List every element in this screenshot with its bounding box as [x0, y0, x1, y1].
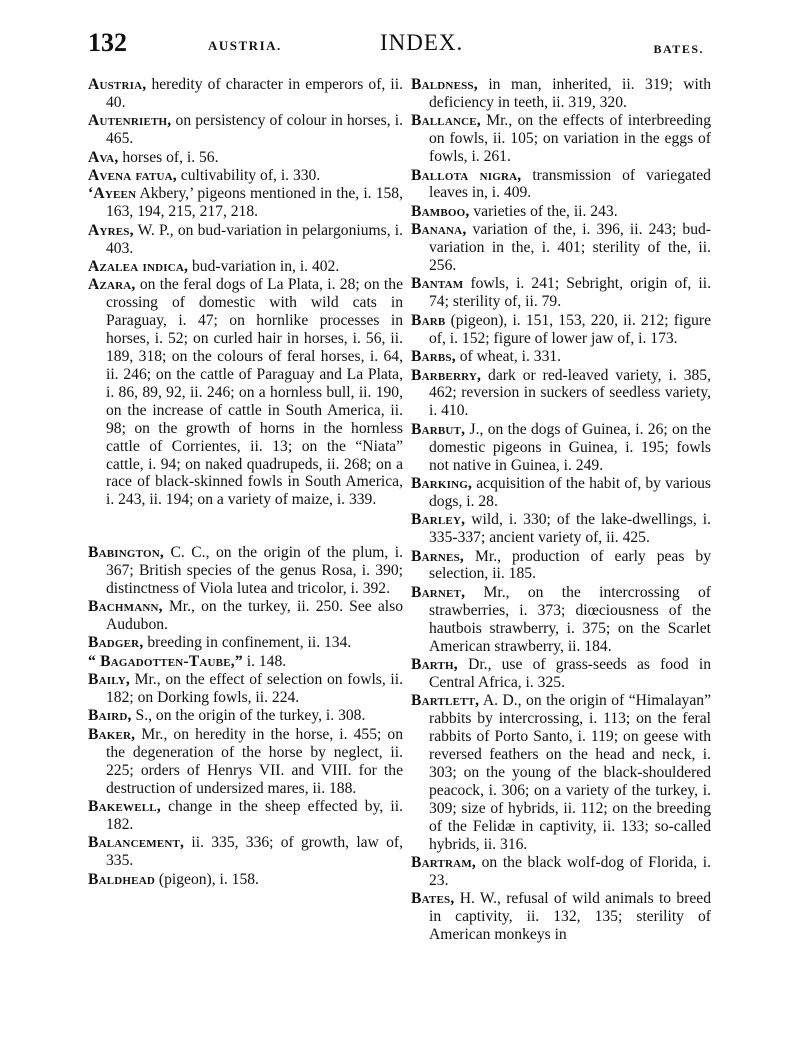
entry-text: bud-variation in, i. 402. [188, 258, 340, 276]
index-entry [88, 258, 403, 276]
index-entry [411, 421, 711, 475]
index-entry [411, 511, 711, 547]
entry-headword: Barb [411, 311, 446, 329]
entry-text: change in the sheep effected by, ii. 182. [106, 797, 403, 833]
entry-headword: Barberry, [411, 366, 482, 384]
entry-text: dark or red-leaved variety, i. 385, 462; reversion in suckers of seedless variety, i. 410. [429, 366, 711, 420]
entry-text: A. D., on the origin of “Himalayan” rabbits by intercrossing, i. 113; on the feral rabbits of Porto Santo, i. 119; on geese with reversed feathers on the head and neck, i. 303; on the young of the black-shouldered peacock, i. 306; on a variety of the turkey, i. 309; size of hybrids, ii. 112; on the breeding of the Felidæ in captivity, ii. 133; so-called hybrids, ii. 316. [429, 692, 711, 853]
index-entry [88, 544, 403, 598]
left-running-head: AUSTRIA. [208, 38, 282, 53]
index-entry [411, 584, 711, 656]
index-entry [88, 167, 403, 185]
index-entry [88, 112, 403, 148]
index-entry [88, 726, 403, 798]
index-title: INDEX. [380, 30, 464, 55]
index-entry [88, 707, 403, 725]
entry-text: variation of the, i. 396, ii. 243; bud-variation in the, i. 401; sterility of the, ii. 256. [429, 221, 711, 275]
entry-headword: Bamboo, [411, 202, 470, 220]
entry-text: in man, inherited, ii. 319; with deficiency in teeth, ii. 319, 320. [429, 76, 711, 111]
entry-text: Mr., production of early peas by selection, ii. 185. [429, 547, 711, 583]
entry-text: C. C., on the origin of the plum, i. 367; British species of the genus Rosa, i. 390; distinctness of Viola lutea and tricolor, i. 392. [106, 543, 403, 597]
index-entry [411, 348, 711, 366]
entry-text: cultivability of, i. 330. [176, 167, 321, 185]
entry-headword: Barley, [411, 511, 466, 529]
index-entry [411, 692, 711, 853]
index-entry [88, 76, 403, 112]
entry-headword: Ayres, [88, 221, 134, 239]
entry-headword: Azara, [88, 276, 136, 294]
entry-headword: Bartlett, [411, 692, 480, 710]
entry-headword: Bartram, [411, 853, 477, 871]
entry-text: S., on the origin of the turkey, i. 308. [131, 707, 366, 725]
entry-text: Mr., on the intercrossing of strawberries, i. 373; diœciousness of the hautbois strawberry, i. 375; on the Scarlet American strawberry, ii. 184. [429, 583, 711, 655]
index-entry [88, 634, 403, 652]
entry-headword: Badger, [88, 634, 144, 652]
index-entry [88, 149, 403, 167]
entry-text: transmission of variegated leaves in, i. 409. [429, 166, 711, 202]
index-entry [88, 871, 403, 889]
index-entry [88, 185, 403, 221]
entry-headword: Bantam [411, 275, 464, 293]
page-number: 132 [88, 28, 127, 57]
entry-headword: Austria, [88, 76, 147, 93]
entry-text: horses of, i. 56. [118, 148, 219, 166]
entry-headword: Barbs, [411, 348, 456, 366]
index-entry [411, 367, 711, 421]
index-entry [88, 671, 403, 707]
index-entry [88, 653, 403, 671]
index-entry [88, 598, 403, 634]
index-entry [411, 76, 711, 112]
entry-text: fowls, i. 241; Sebright, origin of, ii. 74; sterility of, ii. 79. [429, 275, 711, 311]
entry-headword: Banana, [411, 221, 467, 239]
right-index-column [411, 76, 711, 945]
entry-headword: Barbut, [411, 420, 466, 438]
entry-text: (pigeon), i. 151, 153, 220, ii. 212; figure of, i. 152; figure of lower jaw of, i. 173. [429, 311, 711, 347]
entry-text: Mr., on the turkey, ii. 250. See also Audubon. [106, 597, 403, 633]
entry-headword: Ballance, [411, 112, 481, 130]
index-entry [88, 222, 403, 258]
entry-headword: Bachmann, [88, 597, 163, 615]
index-entry [88, 276, 403, 509]
index-entry [88, 834, 403, 870]
index-entry [88, 798, 403, 834]
index-entry [411, 854, 711, 890]
entry-text: Dr., use of grass-seeds as food in Central Africa, i. 325. [429, 656, 711, 691]
entry-text: H. W., refusal of wild animals to breed in captivity, ii. 132, 135; sterility of American monkeys in [429, 890, 711, 944]
entry-text: Akbery,’ pigeons mentioned in the, i. 158, 163, 194, 215, 217, 218. [106, 185, 403, 221]
entry-text: i. 148. [242, 652, 287, 670]
entry-headword: Baldhead [88, 870, 156, 888]
entry-headword: Barth, [411, 656, 458, 673]
index-entry [411, 112, 711, 166]
entry-headword: Baily, [88, 671, 130, 689]
entry-headword: Ballota nigra, [411, 166, 522, 184]
entry-text: on persistency of colour in horses, i. 465. [106, 112, 403, 148]
entry-headword: Barnet, [411, 583, 466, 601]
entry-headword: Balancement, [88, 834, 185, 852]
entry-text: W. P., on bud-variation in pelargoniums, i. 403. [106, 221, 403, 257]
index-entry [411, 203, 711, 221]
index-entry [411, 475, 711, 511]
entry-text: (pigeon), i. 158. [155, 870, 259, 888]
entry-headword: ‘Ayeen [88, 185, 137, 203]
index-entry [411, 312, 711, 348]
entry-text: Mr., on heredity in the horse, i. 455; on the degeneration of the horse by neglect, ii. 225; orders of Henrys VII. and VIII. for the destruction of undersized mares, ii. 188. [106, 725, 403, 797]
entry-text: Mr., on the effects of interbreeding on fowls, ii. 105; on variation in the eggs of fowls, i. 261. [429, 112, 711, 166]
entry-text: on the feral dogs of La Plata, i. 28; on the crossing of domestic with wild cats in Paraguay, i. 47; on hornlike processes in horses, i. 52; on curled hair in horses, i. 56, ii. 189, 318; on the colours of feral horses, i. 64, ii. 246; on the cattle of Paraguay and La Plata, i. 86, 89, 92, ii. 246; on a hornless bull, ii. 190, on the increase of cattle in South America, ii. 98; on the growth of horns in the hornless cattle of Corrientes, ii. 13; on the “Niata” cattle, i. 94; on naked quadrupeds, ii. 268; on a race of black-skinned fowls in South America, i. 243, ii. 194; on a variety of maize, i. 339. [106, 276, 403, 509]
index-entry [411, 548, 711, 584]
entry-text: breeding in confinement, ii. 134. [143, 634, 352, 652]
entry-headword: “ Bagadotten-Taube,” [88, 652, 243, 670]
entry-headword: Baird, [88, 707, 132, 725]
entry-text: of wheat, i. 331. [455, 348, 562, 366]
entry-headword: Azalea indica, [88, 258, 189, 276]
entry-text: ii. 335, 336; of growth, law of, 335. [106, 834, 403, 870]
index-entry [411, 275, 711, 311]
entry-headword: Barnes, [411, 547, 464, 565]
index-entry [411, 167, 711, 203]
entry-headword: Autenrieth, [88, 112, 172, 130]
entry-text: acquisition of the habit of, by various dogs, i. 28. [429, 474, 711, 510]
right-running-head: BATES. [653, 42, 704, 56]
index-entry [411, 890, 711, 944]
entry-text: J., on the dogs of Guinea, i. 26; on the domestic pigeons in Guinea, i. 195; fowls not native in Guinea, i. 249. [429, 420, 711, 474]
entry-headword: Baker, [88, 725, 136, 743]
entry-headword: Bates, [411, 890, 455, 908]
entry-headword: Babington, [88, 543, 164, 561]
entry-headword: Bakewell, [88, 797, 161, 815]
entry-headword: Ava, [88, 148, 119, 166]
left-index-column [88, 76, 403, 889]
entry-text: wild, i. 330; of the lake-dwellings, i. 335-337; ancient variety of, ii. 425. [429, 511, 711, 547]
running-header [88, 28, 704, 62]
entry-text: on the black wolf-dog of Florida, i. 23. [429, 853, 711, 889]
entry-headword: Barking, [411, 474, 473, 492]
letter-section-gap [88, 510, 403, 544]
entry-headword: Avena fatua, [88, 167, 177, 185]
entry-text: heredity of character in emperors of, ii. 40. [106, 76, 403, 111]
entry-headword: Baldness, [411, 76, 478, 93]
entry-text: varieties of the, ii. 243. [469, 202, 618, 220]
index-entry [411, 656, 711, 692]
index-entry [411, 221, 711, 275]
entry-text: Mr., on the effect of selection on fowls, ii. 182; on Dorking fowls, ii. 224. [106, 671, 403, 706]
